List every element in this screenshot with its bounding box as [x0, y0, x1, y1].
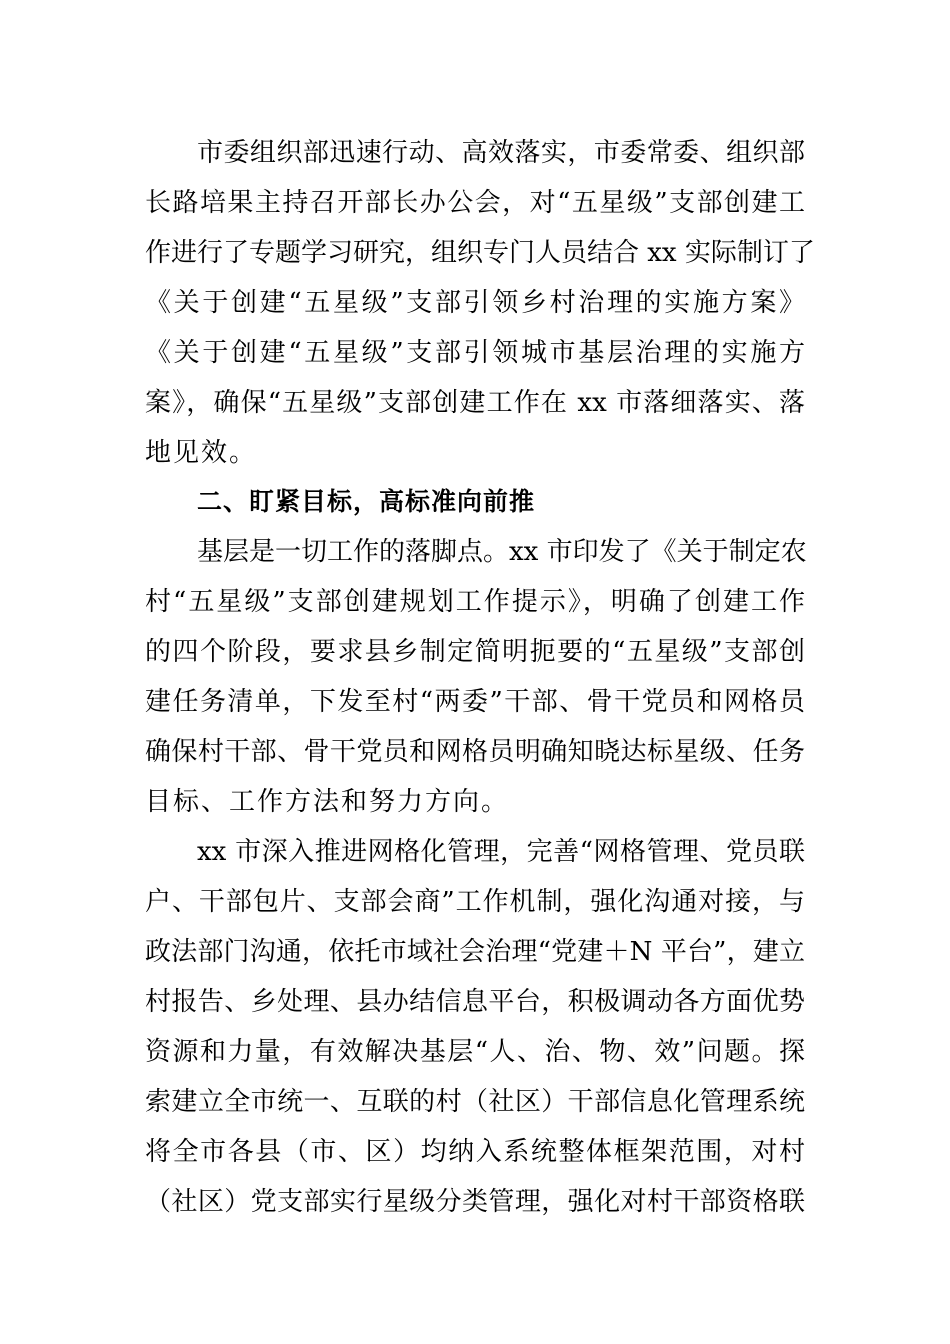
paragraph-3-line-1: xx 市深入推进网格化管理，完善“网格管理、党员联 [197, 837, 805, 867]
paragraph-1-line-6: 案》，确保“五星级”支部创建工作在 xx 市落细落实、落 [145, 388, 805, 418]
paragraph-1-line-4: 《关于创建“五星级”支部引领乡村治理的实施方案》 [145, 288, 805, 318]
paragraph-3-line-7: 将全市各县（市、区）均纳入系统整体框架范围，对村 [145, 1137, 805, 1167]
paragraph-3-line-8: （社区）党支部实行星级分类管理，强化对村干部资格联 [145, 1187, 805, 1217]
paragraph-2-line-5: 确保村干部、骨干党员和网格员明确知晓达标星级、任务 [145, 737, 805, 767]
paragraph-2-line-4: 建任务清单，下发至村“两委”干部、骨干党员和网格员 [145, 687, 805, 717]
paragraph-2-line-6: 目标、工作方法和努力方向。 [145, 787, 510, 817]
paragraph-2-line-3: 的四个阶段，要求县乡制定简明扼要的“五星级”支部创 [145, 637, 805, 667]
paragraph-3-line-5: 资源和力量，有效解决基层“人、治、物、效”问题。探 [145, 1037, 805, 1067]
paragraph-3-line-2: 户、干部包片、支部会商”工作机制，强化沟通对接，与 [145, 887, 805, 917]
paragraph-1-line-7: 地见效。 [145, 438, 258, 468]
paragraph-3-line-4: 村报告、乡处理、县办结信息平台，积极调动各方面优势 [145, 987, 805, 1017]
paragraph-1-line-3: 作进行了专题学习研究，组织专门人员结合 xx 实际制订了 [145, 238, 815, 268]
paragraph-2-line-2: 村“五星级”支部创建规划工作提示》，明确了创建工作 [145, 587, 805, 617]
paragraph-3-line-3: 政法部门沟通，依托市域社会治理“党建＋N 平台”，建立 [145, 937, 805, 967]
paragraph-1-line-5: 《关于创建“五星级”支部引领城市基层治理的实施方 [145, 338, 805, 368]
paragraph-1-line-2: 长路培果主持召开部长办公会，对“五星级”支部创建工 [145, 188, 805, 218]
paragraph-2-line-1: 基层是一切工作的落脚点。xx 市印发了《关于制定农 [197, 537, 807, 567]
paragraph-1-line-1: 市委组织部迅速行动、高效落实，市委常委、组织部 [197, 138, 805, 168]
paragraph-3-line-6: 索建立全市统一、互联的村（社区）干部信息化管理系统 [145, 1087, 805, 1117]
section-heading-2: 二、盯紧目标，高标准向前推 [197, 487, 536, 516]
